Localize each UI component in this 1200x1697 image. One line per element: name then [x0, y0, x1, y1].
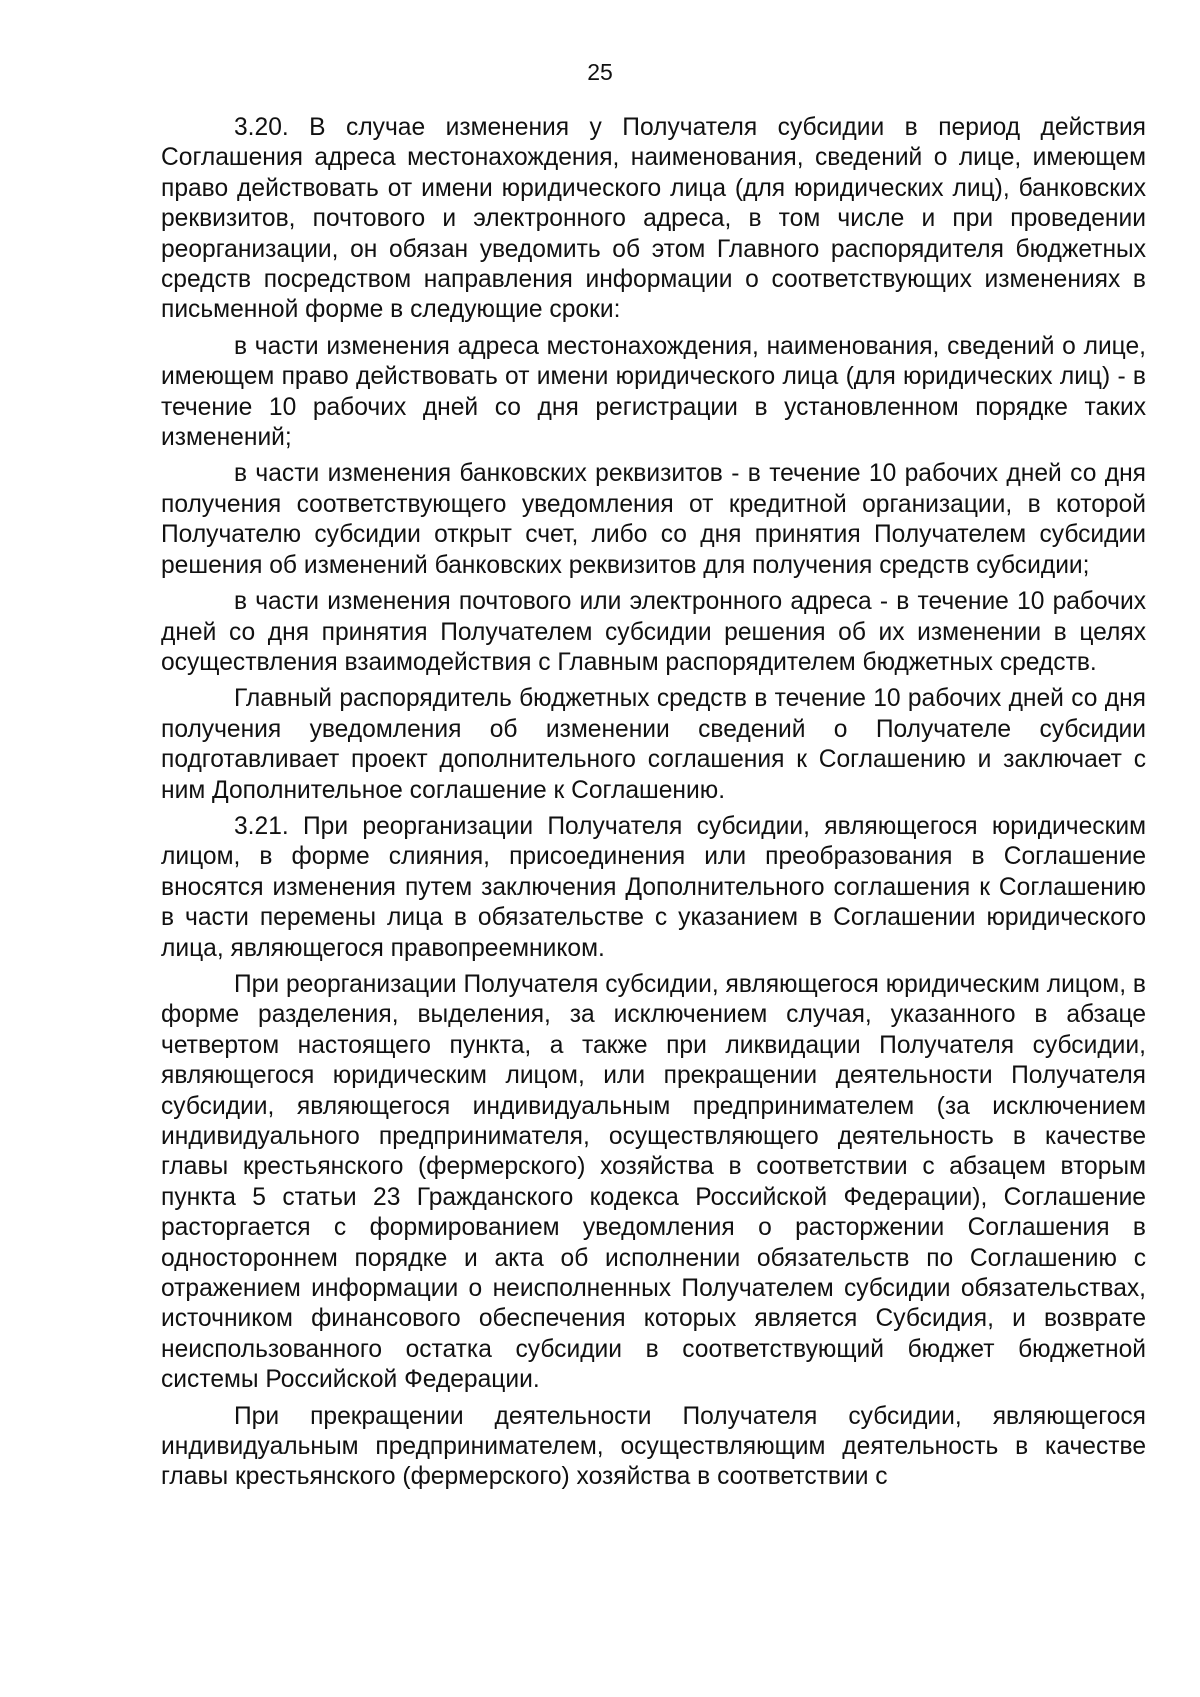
document-body — [161, 113, 1146, 1499]
paragraph-activity-termination: При прекращении деятельности Получателя субсидии, являющегося индивидуальным предпринимателем, осуществляющим деятельность в качестве главы крестьянского (фермерского) хозяйства в соответствии с — [161, 1402, 1146, 1491]
paragraph-3-21: 3.21. При реорганизации Получателя субсидии, являющегося юридическим лицом, в форме слияния, присоединения или преобразования в Соглашение вносятся изменения путем заключения Дополнительного соглашения к Соглашению в части перемены лица в обязательстве с указанием в Соглашении юридического лица, являющегося правопреемником. — [161, 812, 1146, 962]
paragraph-address-change: в части изменения адреса местонахождения, наименования, сведений о лице, имеющем право действовать от имени юридического лица (для юридических лиц) - в течение 10 рабочих дней со дня регистрации в установленном порядке таких изменений; — [161, 332, 1146, 452]
paragraph-bank-details-change: в части изменения банковских реквизитов - в течение 10 рабочих дней со дня получения соответствующего уведомления от кредитной организации, в которой Получателю субсидии открыт счет, либо со дня принятия Получателем субсидии решения об изменений банковских реквизитов для получения средств субсидии; — [161, 460, 1146, 579]
paragraph-reorganization-termination: При реорганизации Получателя субсидии, являющегося юридическим лицом, в форме разделения, выделения, за исключением случая, указанного в абзаце четвертом настоящего пункта, а также при ликвидации Получателя субсидии, являющегося юридическим лицом, или прекращении деятельности Получателя субсидии, являющегося индивидуальным предпринимателем (за исключением индивидуального предпринимателя, осуществляющего деятельность в качестве главы крестьянского (фермерского) хозяйства в соответствии с абзацем вторым пункта 5 статьи 23 Гражданского кодекса Российской Федерации), Соглашение расторгается с формированием уведомления о расторжении Соглашения в одностороннем порядке и акта об исполнении обязательств по Соглашению с отражением информации о неисполненных Получателем субсидии обязательствах, источником финансового обеспечения которых является Субсидия, и возврате неиспользованного остатка субсидии в соответствующий бюджет бюджетной системы Российской Федерации. — [161, 970, 1146, 1394]
paragraph-3-20: 3.20. В случае изменения у Получателя субсидии в период действия Соглашения адреса местонахождения, наименования, сведений о лице, имеющем право действовать от имени юридического лица (для юридических лиц), банковских реквизитов, почтового и электронного адреса, в том числе и при проведении реорганизации, он обязан уведомить об этом Главного распорядителя бюджетных средств посредством направления информации о соответствующих изменениях в письменной форме в следующие сроки: — [161, 114, 1146, 324]
page-number: 25 — [587, 59, 613, 85]
paragraph-postal-address-change: в части изменения почтового или электронного адреса - в течение 10 рабочих дней со дня принятия Получателем субсидии решения об их изменении в целях осуществления взаимодействия с Главным распорядителем бюджетных средств. — [161, 588, 1146, 676]
paragraph-additional-agreement: Главный распорядитель бюджетных средств в течение 10 рабочих дней со дня получения уведомления об изменении сведений о Получателе субсидии подготавливает проект дополнительного соглашения к Соглашению и заключает с ним Дополнительное соглашение к Соглашению. — [161, 685, 1146, 804]
